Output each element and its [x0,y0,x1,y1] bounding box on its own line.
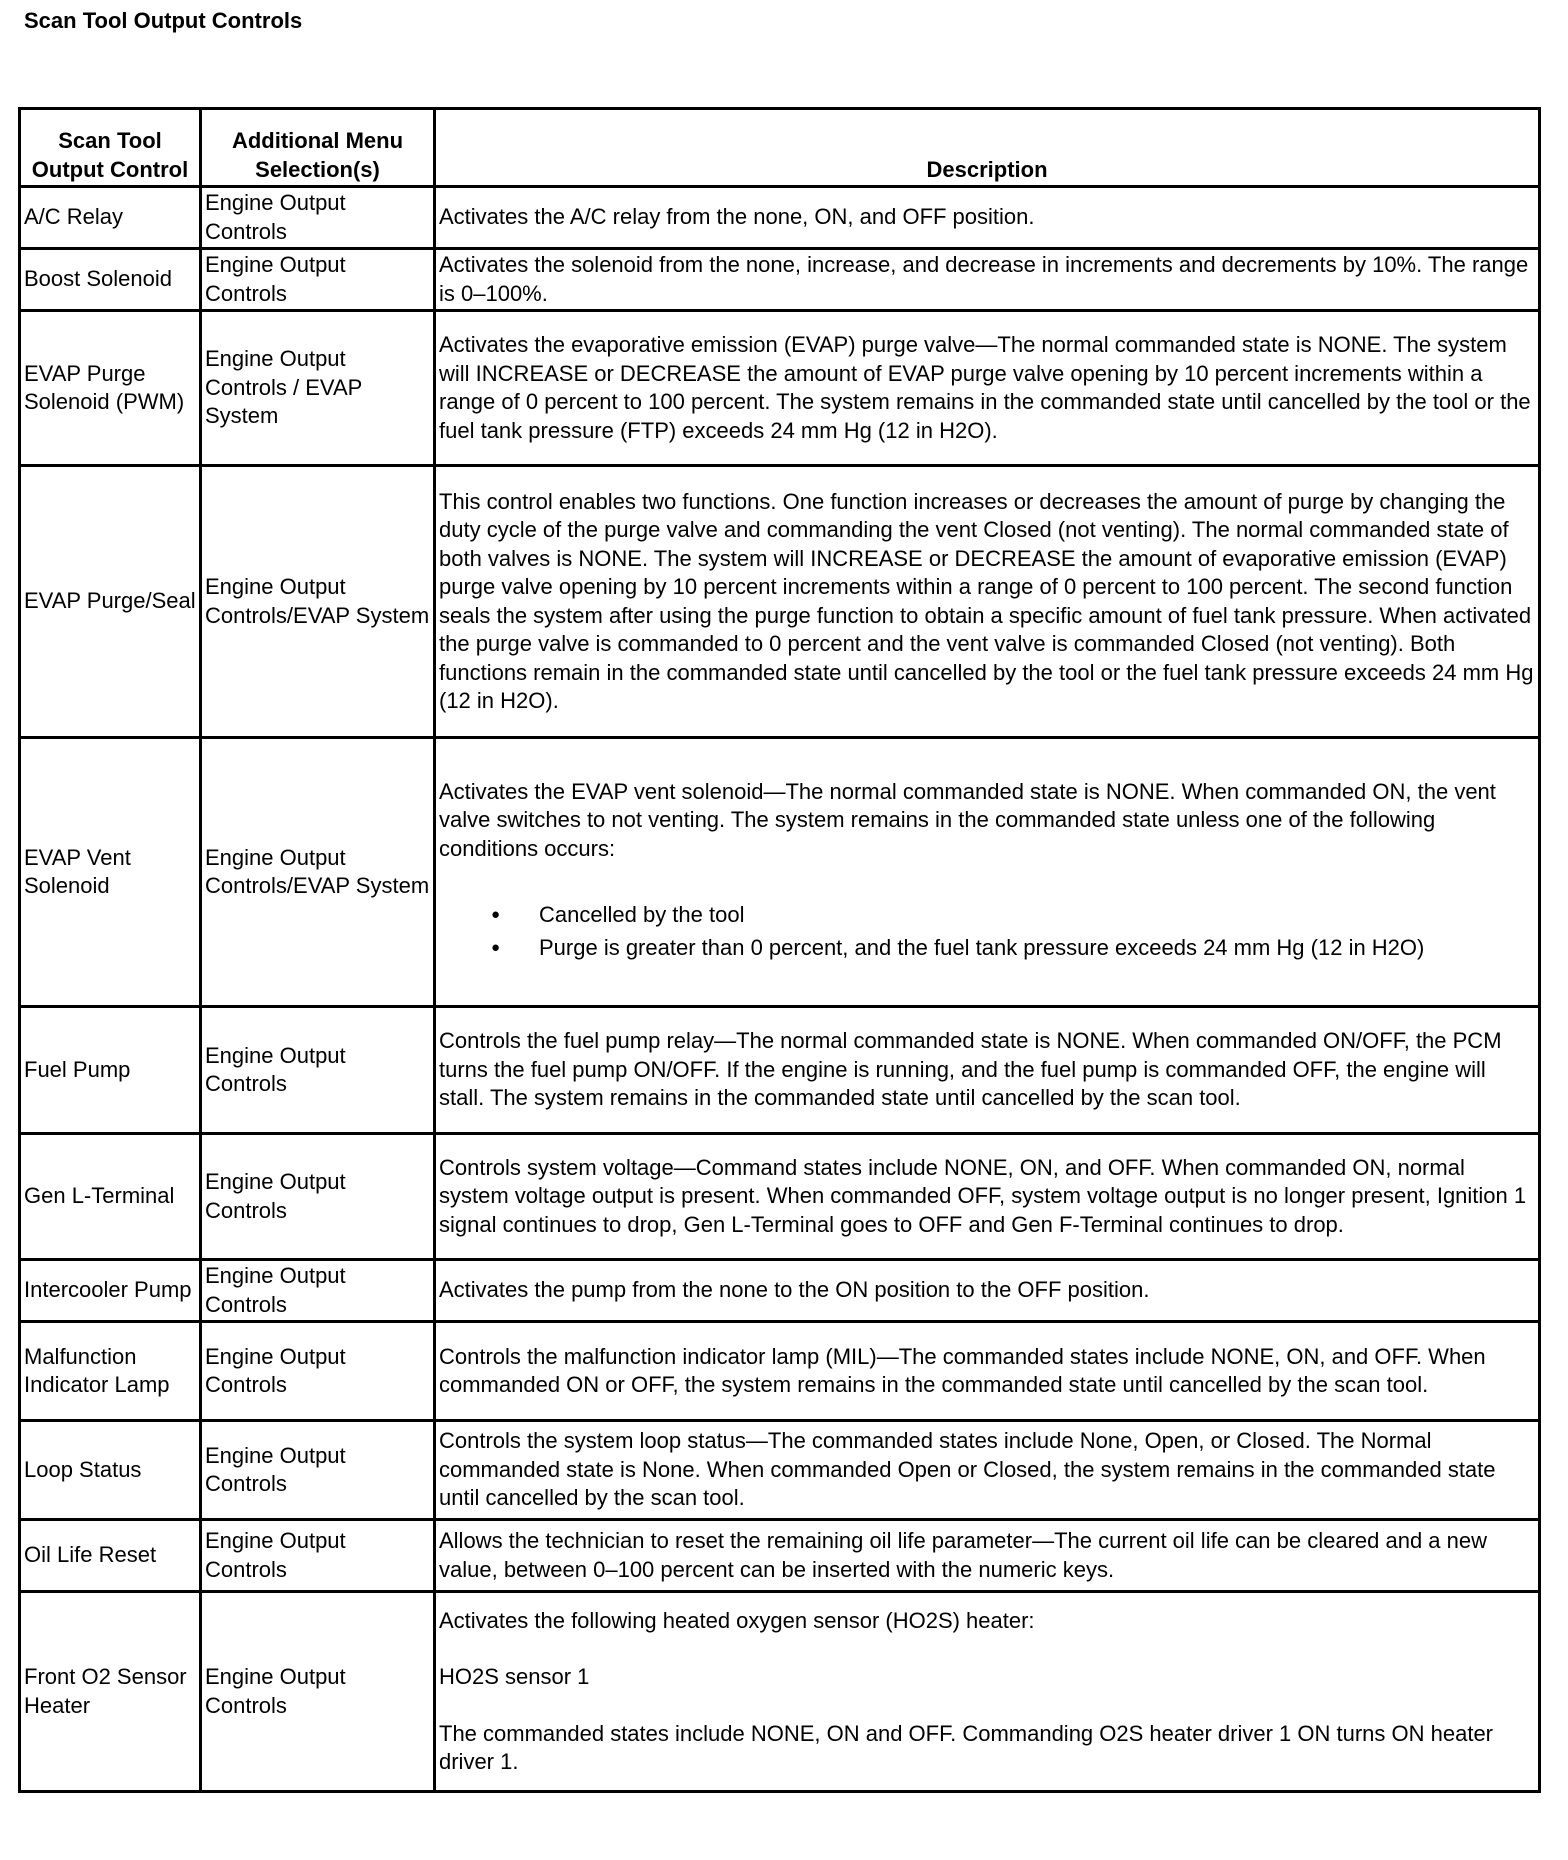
header-row [20,109,1540,187]
menu-selection: Engine Output Controls / EVAP System [201,311,435,466]
table-row [20,249,1540,311]
description: Activates the evaporative emission (EVAP) purge valve—The normal commanded state is NONE. The system will INCREASE or DECREASE the amount of EVAP purge valve opening by 10 percent increments within a range of 0 percent to 100 percent. The system remains in the commanded state until cancelled by the tool or the fuel tank pressure (FTP) exceeds 24 mm Hg (12 in H2O). [435,311,1540,466]
menu-selection: Engine Output Controls [201,187,435,249]
control-name: Intercooler Pump [20,1260,201,1322]
description: Allows the technician to reset the remaining oil life parameter—The current oil life can be cleared and a new value, between 0–100 percent can be inserted with the numeric keys. [435,1520,1540,1592]
description [435,1592,1540,1792]
header-description: Description [435,109,1540,187]
control-name: Gen L-Terminal [20,1134,201,1260]
control-name: EVAP Purge Solenoid (PWM) [20,311,201,466]
menu-selection: Engine Output Controls/EVAP System [201,466,435,738]
description: Controls the system loop status—The commanded states include None, Open, or Closed. The Normal commanded state is None. When commanded Open or Closed, the system remains in the commanded state until cancelled by the scan tool. [435,1421,1540,1520]
table-row [20,1007,1540,1134]
menu-selection: Engine Output Controls [201,1007,435,1134]
menu-selection: Engine Output Controls [201,1260,435,1322]
page-title: Scan Tool Output Controls [24,8,303,33]
menu-selection: Engine Output Controls [201,1322,435,1421]
control-name: A/C Relay [20,187,201,249]
control-name: Fuel Pump [20,1007,201,1134]
list-item: ● Purge is greater than 0 percent, and the fuel tank pressure exceeds 24 mm Hg (12 in H2O) [439,934,1535,963]
description: Controls system voltage—Command states include NONE, ON, and OFF. When commanded ON, normal system voltage output is present. When commanded OFF, system voltage output is no longer present, Ignition 1 signal continues to drop, Gen L-Terminal goes to OFF and Gen F-Terminal continues to drop. [435,1134,1540,1260]
control-name: Loop Status [20,1421,201,1520]
description: Activates the A/C relay from the none, ON, and OFF position. [435,187,1540,249]
description: Activates the pump from the none to the ON position to the OFF position. [435,1260,1540,1322]
condition-list [439,901,1535,962]
menu-selection: Engine Output Controls [201,1134,435,1260]
control-name: EVAP Purge/Seal [20,466,201,738]
table-row [20,1260,1540,1322]
menu-selection: Engine Output Controls/EVAP System [201,738,435,1007]
menu-selection: Engine Output Controls [201,249,435,311]
list-item: ● Cancelled by the tool [439,901,1535,930]
description: Controls the malfunction indicator lamp (MIL)—The commanded states include NONE, ON, and OFF. When commanded ON or OFF, the system remains in the commanded state until cancelled by the scan tool. [435,1322,1540,1421]
menu-selection: Engine Output Controls [201,1421,435,1520]
description: Activates the solenoid from the none, increase, and decrease in increments and decrements by 10%. The range is 0–100%. [435,249,1540,311]
description-intro: Activates the following heated oxygen sensor (HO2S) heater: [439,1607,1035,1633]
control-name: Oil Life Reset [20,1520,201,1592]
control-name: EVAP Vent Solenoid [20,738,201,1007]
description: Controls the fuel pump relay—The normal commanded state is NONE. When commanded ON/OFF, the PCM turns the fuel pump ON/OFF. If the engine is running, and the fuel pump is commanded OFF, the engine will stall. The system remains in the commanded state until cancelled by the scan tool. [435,1007,1540,1134]
table-row [20,466,1540,738]
table-row [20,1520,1540,1592]
control-name: Malfunction Indicator Lamp [20,1322,201,1421]
description [435,738,1540,1007]
description-intro: Activates the EVAP vent solenoid—The normal commanded state is NONE. When commanded ON, the vent valve switches to not venting. The system remains in the commanded state unless one of the following conditions occurs: [439,778,1496,861]
table-row [20,1134,1540,1260]
menu-selection: Engine Output Controls [201,1592,435,1792]
table-row [20,187,1540,249]
table-row [20,738,1540,1007]
table-row [20,1421,1540,1520]
table-row [20,1322,1540,1421]
table-row [20,1592,1540,1792]
table-row [20,311,1540,466]
menu-selection: Engine Output Controls [201,1520,435,1592]
header-control: Scan Tool Output Control [20,109,201,187]
output-controls-table [18,107,1541,1793]
description: This control enables two functions. One function increases or decreases the amount of purge by changing the duty cycle of the purge valve and commanding the vent Closed (not venting). The normal commanded state of both valves is NONE. The system will INCREASE or DECREASE the amount of evaporative emission (EVAP) purge valve opening by 10 percent increments within a range of 0 percent to 100 percent. The second function seals the system after using the purge function to obtain a specific amount of fuel tank pressure. When activated the purge valve is commanded to 0 percent and the vent valve is commanded Closed (not venting). Both functions remain in the commanded state until cancelled by the tool or the fuel tank pressure exceeds 24 mm Hg (12 in H2O). [435,466,1540,738]
sensor-name: HO2S sensor 1 [439,1664,590,1689]
description-detail: The commanded states include NONE, ON and OFF. Commanding O2S heater driver 1 ON turns ON heater driver 1. [439,1720,1494,1774]
header-menu: Additional Menu Selection(s) [201,109,435,187]
control-name: Front O2 Sensor Heater [20,1592,201,1792]
control-name: Boost Solenoid [20,249,201,311]
